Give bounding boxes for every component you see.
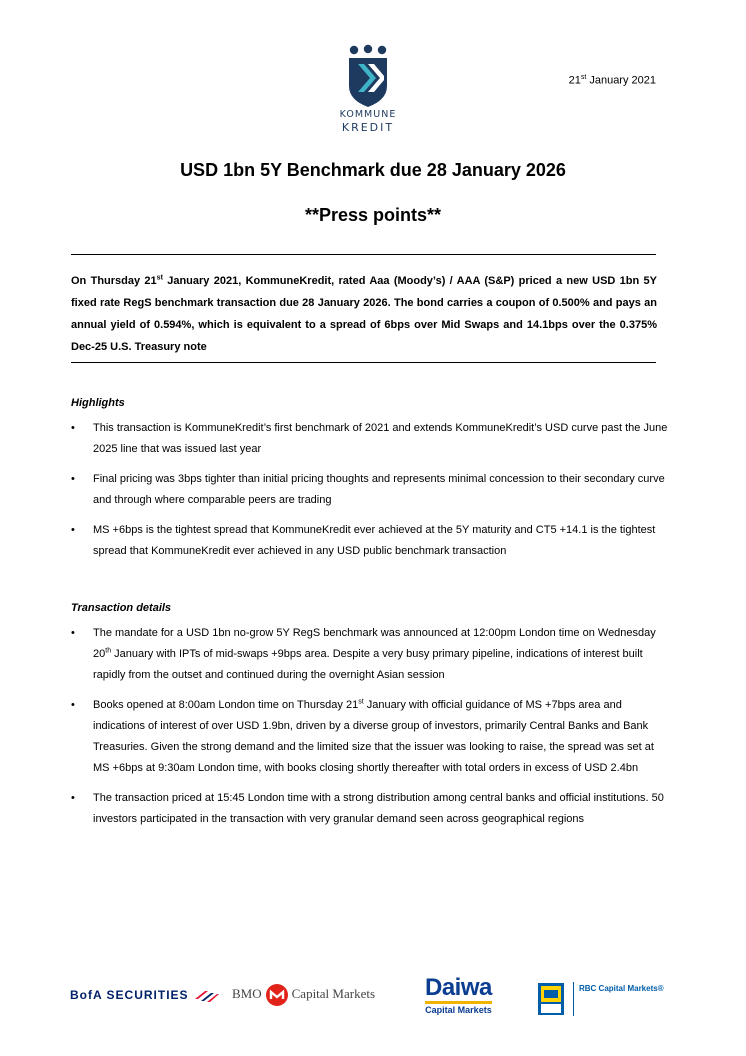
intro-paragraph bbox=[71, 270, 657, 358]
rbc-shield-icon bbox=[537, 982, 567, 1016]
bmo-roundel-icon bbox=[266, 984, 288, 1006]
daiwa-logo bbox=[425, 976, 492, 1016]
bullet-icon: • bbox=[71, 699, 75, 711]
bmo-text: BMO bbox=[232, 985, 262, 1001]
document-title: USD 1bn 5Y Benchmark due 28 January 2026 bbox=[180, 160, 566, 180]
date-day: 21 bbox=[568, 74, 581, 87]
bullet-icon: • bbox=[71, 627, 75, 639]
rbc-divider bbox=[573, 982, 574, 1016]
list-item-sup: th bbox=[105, 647, 112, 655]
intro-text-1: On Thursday 21 bbox=[71, 275, 157, 287]
list-item bbox=[71, 469, 671, 511]
logo-wordmark bbox=[333, 108, 403, 134]
top-divider bbox=[71, 254, 656, 255]
bofa-logo bbox=[70, 988, 219, 1003]
highlights-heading: Highlights bbox=[71, 397, 125, 409]
bullet-icon: • bbox=[71, 422, 75, 434]
logo-line-1: KOMMUNE bbox=[339, 109, 397, 120]
list-item-text: January with official guidance of MS +7bps area and indications of interest of over USD 1.9bn, driven by a diverse group of investors, primarily Central Banks and Bank Treasuries. Given the strong demand and the limited size that the issuer was looking to raise, the spread was set at MS +6bps at 9:30am London time, with books closing shortly thereafter with total orders in excess of USD 2.4bn bbox=[93, 699, 654, 774]
rbc-text: RBC Capital Markets® bbox=[579, 984, 664, 993]
date-rest: January 2021 bbox=[586, 74, 656, 87]
bullet-icon: • bbox=[71, 473, 75, 485]
list-item-text: The transaction priced at 15:45 London time with a strong distribution among central banks and official institutions. 50 investors participated in the transaction with very granular demand seen across geographical regions bbox=[93, 792, 664, 825]
transaction-heading: Transaction details bbox=[71, 602, 172, 614]
highlights-list bbox=[71, 418, 671, 562]
list-item-text: The mandate for a USD 1bn no-grow 5Y RegS benchmark was announced at 12:00pm London time on Wednesday 20 bbox=[93, 627, 656, 660]
transaction-list bbox=[71, 623, 671, 830]
bullet-icon: • bbox=[71, 524, 75, 536]
list-item bbox=[71, 788, 671, 830]
list-item-text: MS +6bps is the tightest spread that KommuneKredit ever achieved at the 5Y maturity and CT5 +14.1 is the tightest spread that KommuneKredit ever achieved in any USD public benchmark transaction bbox=[93, 524, 656, 557]
list-item bbox=[71, 418, 671, 460]
intro-text-2: January 2021, KommuneKredit, rated Aaa (Moody’s) / AAA (S&P) priced a new USD 1bn 5Y fixed rate RegS benchmark transaction due 28 January 2026. The bond carries a coupon of 0.500% and pays an annual yield of 0.594%, which is equivalent to a spread of 6bps over Mid Swaps and 14.1bps over the 0.375% Dec-25 U.S. Treasury note bbox=[71, 275, 657, 353]
list-item-sup: st bbox=[358, 698, 364, 706]
date-suffix: st bbox=[580, 74, 587, 81]
bullet-icon: • bbox=[71, 792, 75, 804]
highlights-section bbox=[71, 396, 671, 571]
bmo-logo bbox=[232, 984, 375, 1006]
kommunekredit-logo bbox=[333, 44, 403, 140]
document-subtitle: **Press points** bbox=[304, 205, 442, 225]
list-item bbox=[71, 623, 671, 686]
list-item-text: This transaction is KommuneKredit’s first benchmark of 2021 and extends KommuneKredit’s USD curve past the June 2025 line that was issued last year bbox=[93, 422, 668, 455]
intro-sup: st bbox=[156, 274, 163, 282]
footer-bank-logos bbox=[0, 970, 746, 1030]
bofa-text: BofA SECURITIES bbox=[70, 988, 189, 1002]
daiwa-sub-text: Capital Markets bbox=[425, 1005, 492, 1015]
transaction-section bbox=[71, 601, 671, 839]
list-item-text: Final pricing was 3bps tighter than initial pricing thoughts and represents minimal concession to their secondary curve and through where comparable peers are trading bbox=[93, 473, 665, 506]
daiwa-underline bbox=[425, 1001, 492, 1004]
logo-line-2: KREDIT bbox=[341, 121, 395, 134]
bmo-capital-markets-text: Capital Markets bbox=[291, 985, 376, 1001]
list-item-text: January with IPTs of mid-swaps +9bps area. Despite a very busy primary pipeline, indications of interest built rapidly from the outset and continued during the overnight Asian session bbox=[93, 648, 643, 681]
list-item bbox=[71, 695, 671, 779]
daiwa-main-text: Daiwa bbox=[425, 974, 492, 1001]
bottom-divider bbox=[71, 362, 656, 363]
document-date bbox=[569, 74, 656, 87]
list-item bbox=[71, 520, 671, 562]
list-item-text: Books opened at 8:00am London time on Thursday 21 bbox=[93, 699, 359, 711]
bofa-flag-icon bbox=[193, 989, 219, 1003]
kommunekredit-emblem-icon bbox=[346, 44, 390, 108]
